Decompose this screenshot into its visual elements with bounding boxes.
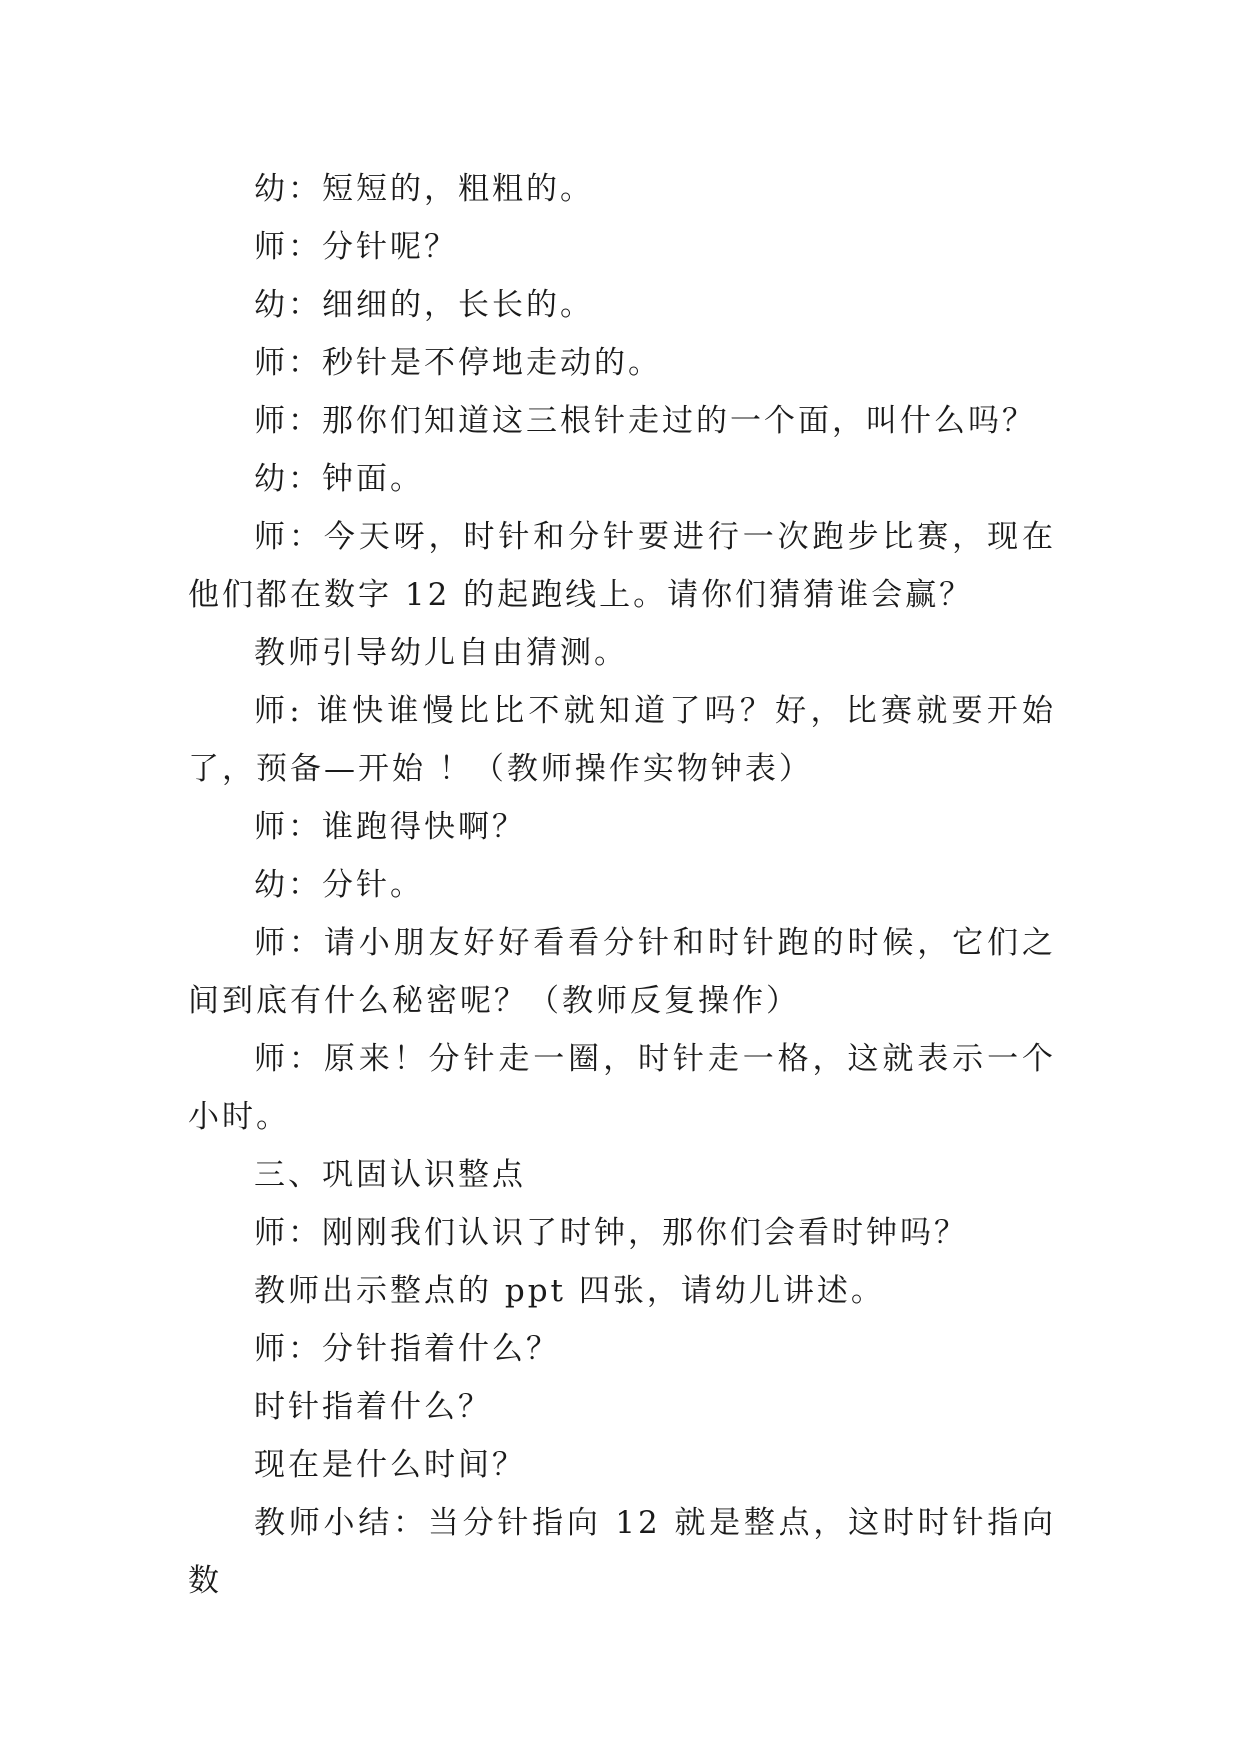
- paragraph: 师：那你们知道这三根针走过的一个面，叫什么吗？: [254, 403, 1036, 439]
- paragraph: 师: 谁快谁慢比比不就知道了吗？好，比赛就要开始了，预备—开始 ！（教师操作实物钟表）: [188, 693, 1056, 787]
- paragraph: 幼：细细的，长长的。: [254, 287, 594, 323]
- paragraph: 幼：分针。: [254, 867, 424, 903]
- paragraph: 时针指着什么？: [254, 1389, 492, 1425]
- paragraph: 幼：短短的，粗粗的。: [254, 171, 594, 207]
- paragraph: 师：秒针是不停地走动的。: [254, 345, 662, 381]
- section-heading: 三、巩固认识整点: [254, 1157, 526, 1193]
- paragraph: 师：分针指着什么？: [254, 1331, 560, 1367]
- document-body: [188, 160, 1056, 1610]
- paragraph: 师：原来！分针走一圈，时针走一格，这就表示一个小时。: [188, 1041, 1056, 1135]
- paragraph: 师：请小朋友好好看看分针和时针跑的时候，它们之间到底有什么秘密呢？（教师反复操作）: [188, 925, 1056, 1019]
- paragraph: 教师小结：当分针指向 12 就是整点，这时时针指向数: [188, 1505, 1056, 1599]
- paragraph: 师：谁跑得快啊？: [254, 809, 526, 845]
- paragraph: 教师出示整点的 ppt 四张，请幼儿讲述。: [254, 1273, 885, 1309]
- paragraph: 幼：钟面。: [254, 461, 424, 497]
- paragraph: 师：今天呀，时针和分针要进行一次跑步比赛，现在他们都在数字 12 的起跑线上。请你们猜猜谁会赢？: [188, 519, 1056, 613]
- paragraph: 教师引导幼儿自由猜测。: [254, 635, 628, 671]
- paragraph: 现在是什么时间？: [254, 1447, 526, 1483]
- paragraph: 师：分针呢？: [254, 229, 458, 265]
- paragraph: 师：刚刚我们认识了时钟，那你们会看时钟吗？: [254, 1215, 968, 1251]
